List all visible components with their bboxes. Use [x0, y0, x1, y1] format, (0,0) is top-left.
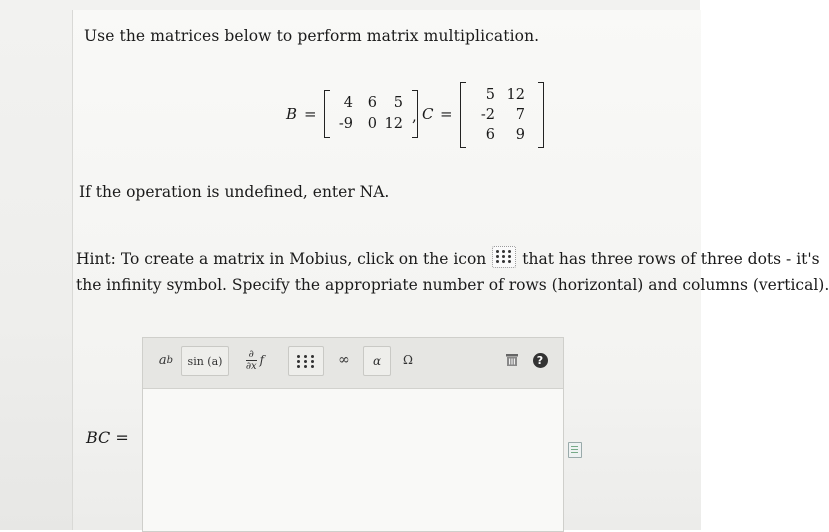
question-prompt: Use the matrices below to perform matrix multiplication. — [84, 27, 540, 45]
matrix-dots-icon — [492, 246, 516, 268]
omega-symbol: Ω — [403, 353, 413, 367]
answer-label-text: BC = — [86, 428, 129, 447]
matrix-b-cell: 5 — [393, 95, 403, 112]
matrix-b — [324, 90, 418, 138]
undefined-note: If the operation is undefined, enter NA. — [79, 183, 390, 201]
partial-derivative-button[interactable] — [237, 346, 273, 374]
answer-input[interactable] — [143, 389, 563, 531]
worksheet-icon[interactable] — [568, 442, 582, 458]
infinity-button[interactable] — [331, 346, 357, 374]
hint-text — [76, 246, 829, 298]
matrix-c-cell: 9 — [515, 126, 525, 143]
equals-sign: = — [304, 105, 317, 123]
hint-line-2: the infinity symbol. Specify the appropriate number of rows (horizontal) and columns (vertical). — [76, 276, 829, 294]
alpha-symbol: α — [372, 354, 382, 368]
partial-numerator: ∂ — [248, 348, 254, 360]
comma-separator: , — [412, 107, 417, 125]
sin-label: sin (a) — [187, 354, 223, 368]
matrix-b-cell: 12 — [384, 116, 403, 133]
trash-button[interactable] — [501, 346, 523, 374]
matrix-b-cell: 0 — [367, 116, 377, 133]
matrix-b-cell: -9 — [338, 116, 353, 133]
matrix-c-cell: 7 — [515, 106, 525, 123]
superscript-exp: b — [166, 354, 174, 366]
matrix-c-label: C — [422, 105, 434, 123]
sin-button[interactable] — [181, 346, 229, 376]
editor-toolbar — [143, 338, 563, 389]
matrix-c-cell: -2 — [480, 106, 495, 123]
hint-before-icon: Hint: To create a matrix in Mobius, click on the icon — [76, 250, 487, 268]
hint-line-1 — [76, 246, 829, 272]
superscript-base: a — [158, 352, 167, 368]
matrix-b-cell: 4 — [343, 95, 353, 112]
matrix-c-cell: 5 — [485, 86, 495, 103]
partial-function: f — [259, 353, 265, 367]
superscript-button[interactable] — [151, 346, 181, 374]
help-icon: ? — [533, 353, 548, 368]
help-button[interactable] — [529, 346, 551, 374]
matrix-b-cell: 6 — [367, 95, 377, 112]
equals-sign: = — [440, 105, 453, 123]
partial-fraction — [246, 349, 257, 372]
infinity-symbol: ∞ — [338, 352, 350, 368]
answer-label — [86, 428, 129, 447]
matrix-dots-icon — [297, 355, 316, 368]
matrix-c-cell: 12 — [506, 86, 525, 103]
hint-after-icon: that has three rows of three dots - it's — [522, 250, 820, 268]
trash-icon — [505, 353, 519, 367]
matrix-c — [460, 82, 544, 148]
partial-denominator: ∂x — [245, 360, 257, 372]
omega-button[interactable] — [395, 346, 421, 374]
alpha-button[interactable] — [363, 346, 391, 376]
answer-editor — [142, 337, 564, 532]
matrix-c-cell: 6 — [485, 126, 495, 143]
matrix-b-label: B — [286, 105, 298, 123]
matrix-button[interactable] — [288, 346, 324, 376]
